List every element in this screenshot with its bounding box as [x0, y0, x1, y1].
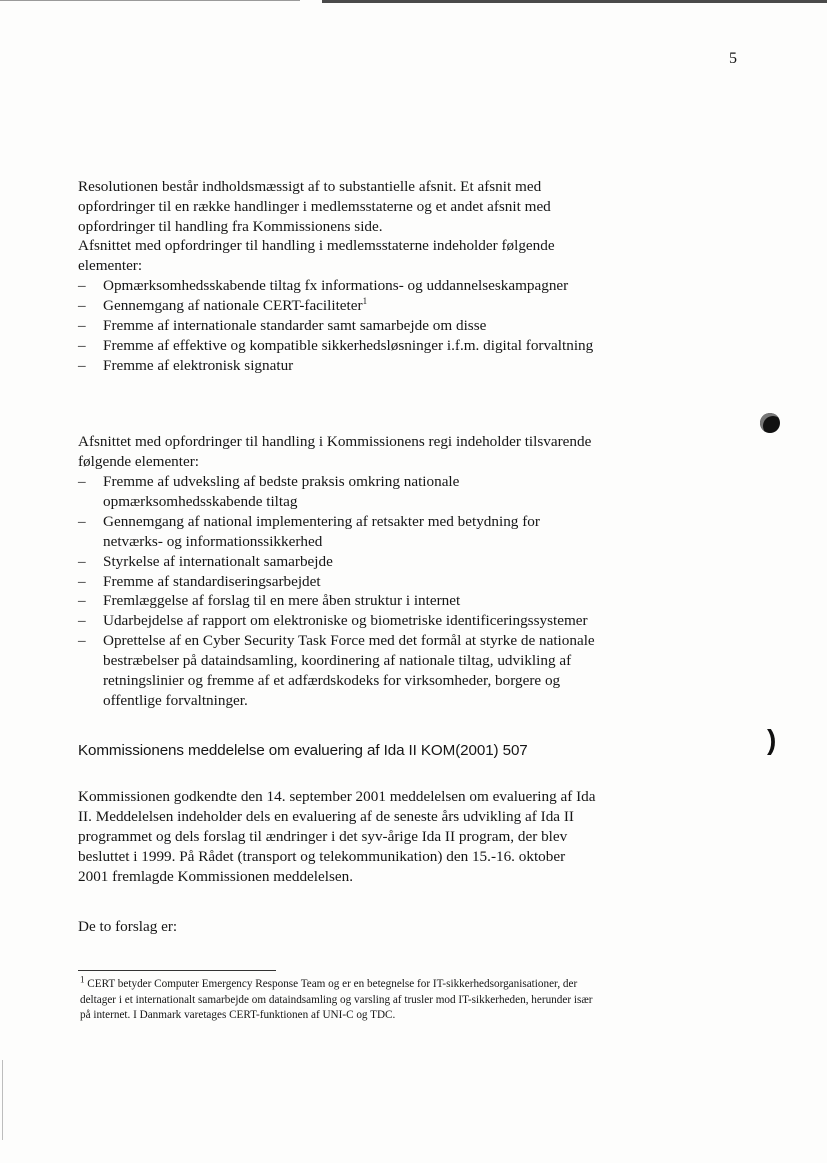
scan-margin-line [2, 1060, 3, 1140]
list-item: – Gennemgang af national implementering af retsakter med betydning for netværks- og informationssikkerhed [78, 512, 598, 552]
list-item: – Fremme af elektronisk signatur [78, 356, 598, 376]
list-item: – Oprettelse af en Cyber Security Task Force med det formål at styrke de nationale bestræbelser på dataindsamling, koordinering af nationale tiltag, udvikling af retningslinier og fremme af et adfærdskodeks for virksomheder, borgere og offentlige forvaltninger. [78, 631, 598, 711]
scan-edge-line [0, 0, 300, 1]
member-states-intro: Afsnittet med opfordringer til handling i medlemsstaterne indeholder følgende elementer: [78, 237, 555, 274]
list-item: – Styrkelse af internationalt samarbejde [78, 552, 598, 572]
list-item: – Gennemgang af nationale CERT-faciliteter$^1$ [78, 296, 598, 316]
list-item: – Opmærksomhedsskabende tiltag fx informations- og uddannelseskampagner [78, 276, 598, 296]
page-number: 5 [729, 50, 737, 67]
list-item: – Udarbejdelse af rapport om elektroniske og biometriske identificeringssystemer [78, 611, 598, 631]
section-paragraph: Kommissionen godkendte den 14. september 2001 meddelelsen om evaluering af Ida II. Meddelelsen indeholder dels en evaluering af de seneste års udvikling af Ida II programmet og dels forslag til ændringer i det syv-årige Ida II program, der blev besluttet i 1999. På Rådet (transport og telekommunikation) den 15.-16. oktober 2001 fremlagde Kommissionen meddelelsen. [78, 788, 596, 885]
list-item: – Fremme af internationale standarder samt samarbejde om disse [78, 316, 598, 336]
list-item: – Fremme af standardiseringsarbejdet [78, 572, 598, 592]
commission-list [78, 472, 598, 711]
intro-paragraph: Resolutionen består indholdsmæssigt af to substantielle afsnit. Et afsnit med opfordringer til en række handlinger i medlemsstaterne og et andet afsnit med opfordringer til handling fra Kommissionens side. [78, 178, 551, 235]
footnote-divider [78, 970, 276, 971]
footnote: $^1$ CERT betyder Computer Emergency Response Team og er en betegnelse for IT-sikkerhedsorganisationer, der deltager i et internationalt samarbejde om dataindsamling og varsling af trusler mod IT-sikkerheden, herunder især på internet. I Danmark varetages CERT-funktionen af UNI-C og TDC. [80, 974, 593, 1022]
list-item: – Fremme af udveksling af bedste praksis omkring nationale opmærksomhedsskabende tiltag [78, 472, 598, 512]
list-item: – Fremme af effektive og kompatible sikkerhedsløsninger i.f.m. digital forvaltning [78, 336, 598, 356]
commission-intro: Afsnittet med opfordringer til handling i Kommissionens regi indeholder tilsvarende følgende elementer: [78, 433, 592, 470]
member-states-list [78, 276, 598, 376]
binder-hole-mark [760, 413, 780, 433]
section-heading: Kommissionens meddelelse om evaluering af Ida II KOM(2001) 507 [78, 742, 528, 759]
proposals-intro: De to forslag er: [78, 918, 178, 935]
footnote-number: 1 [80, 974, 85, 985]
binder-edge-mark: ) [767, 724, 777, 755]
header-rule [322, 0, 827, 3]
footnote-ref: 1 [362, 295, 368, 306]
list-item: – Fremlæggelse af forslag til en mere åben struktur i internet [78, 591, 598, 611]
